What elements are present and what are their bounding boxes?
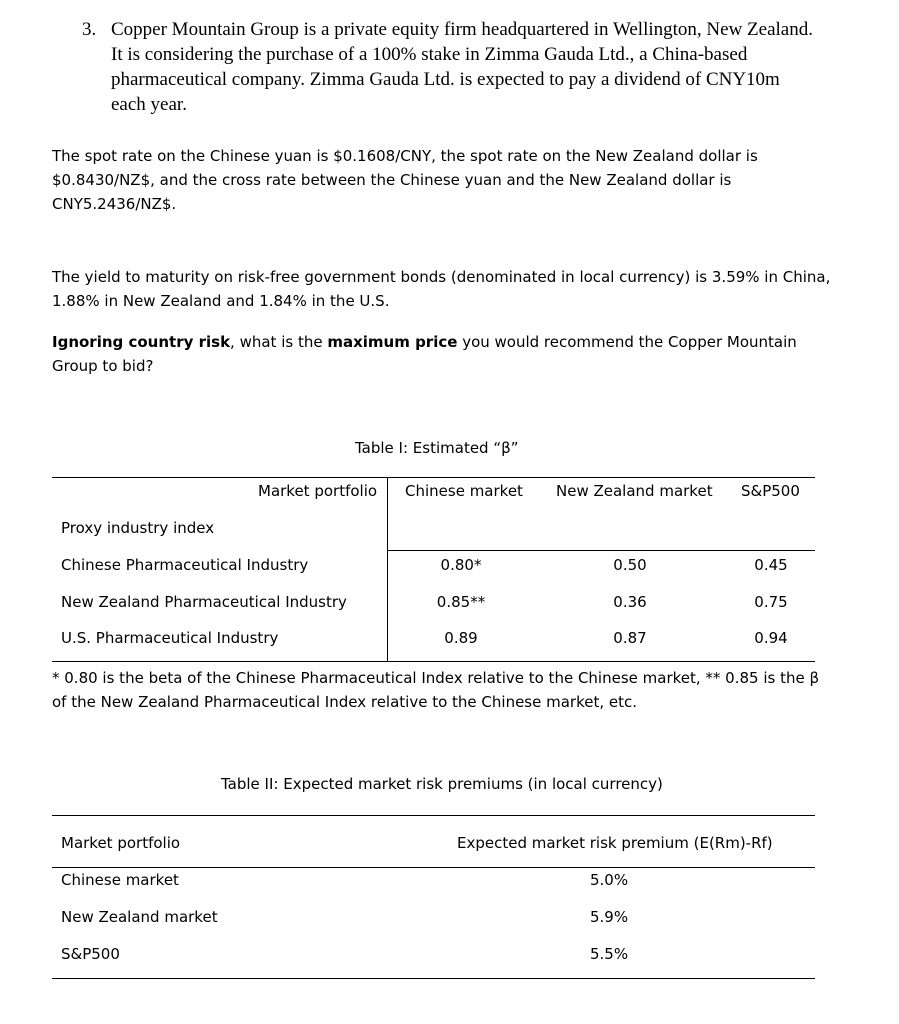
table2-row-label: Chinese market — [61, 871, 179, 889]
table2-header-rule — [52, 867, 815, 868]
table2-cell: 5.9% — [590, 908, 629, 926]
table2-row-label: New Zealand market — [61, 908, 218, 926]
question-number: 3. — [82, 19, 97, 40]
table1-row-label: New Zealand Pharmaceutical Industry — [61, 593, 347, 611]
table1-cell: 0.87 — [613, 629, 647, 647]
table2-header-market-portfolio: Market portfolio — [61, 834, 181, 852]
table1-cell: 0.89 — [444, 629, 478, 647]
ask-text-2: you would recommend the Copper Mountain Group to bid? — [52, 333, 797, 375]
table1-cell: 0.94 — [754, 629, 788, 647]
table1-col-chinese-market: Chinese market — [405, 482, 523, 500]
table1-row-header: Proxy industry index — [61, 519, 215, 537]
table2-row-label: S&P500 — [61, 945, 120, 963]
table1-col-sp500: S&P500 — [741, 482, 800, 500]
table2-header-risk-premium: Expected market risk premium (E(Rm)-Rf) — [457, 834, 773, 852]
table2-cell: 5.0% — [590, 871, 629, 889]
table1-cell: 0.80* — [440, 556, 482, 574]
question-text: Copper Mountain Group is a private equity firm headquartered in Wellington, New Zealand. It is considering the purchase of a 100% stake in Zimma Gauda Ltd., a China-based pharmaceutical company. Zimma Gauda Ltd. is expected to pay a dividend of CNY10m each year. — [111, 19, 813, 115]
table2-bottom-rule — [52, 978, 815, 979]
table1-top-rule — [52, 477, 815, 478]
table1-cell: 0.36 — [613, 593, 647, 611]
yields-paragraph: The yield to maturity on risk-free government bonds (denominated in local currency) is 3.59% in China, 1.88% in New Zealand and 1.84% in the U.S. — [52, 268, 831, 310]
ask-text-1: , what is the — [230, 333, 328, 351]
table1-caption: Table I: Estimated “β” — [355, 439, 519, 457]
table1-bottom-rule — [52, 661, 815, 662]
ask-bold-maximum-price: maximum price — [327, 333, 458, 351]
table1-cell: 0.50 — [613, 556, 647, 574]
table2-caption: Table II: Expected market risk premiums (in local currency) — [221, 775, 663, 793]
table1-cell: 0.45 — [754, 556, 788, 574]
table1-header-market-portfolio: Market portfolio — [258, 482, 378, 500]
table1-row-label: Chinese Pharmaceutical Industry — [61, 556, 309, 574]
table1-cell: 0.75 — [754, 593, 788, 611]
spot-rates-paragraph: The spot rate on the Chinese yuan is $0.1608/CNY, the spot rate on the New Zealand dollar is $0.8430/NZ$, and the cross rate between the Chinese yuan and the New Zealand dollar is CNY5.2436/NZ$. — [52, 147, 758, 213]
table1-footnote: * 0.80 is the beta of the Chinese Pharmaceutical Index relative to the Chinese market, ** 0.85 is the β of the New Zealand Pharmaceutical Index relative to the Chinese market, etc. — [52, 669, 820, 711]
table2-top-rule — [52, 815, 815, 816]
table1-column-divider — [387, 477, 388, 661]
table1-cell: 0.85** — [436, 593, 486, 611]
table1-row-label: U.S. Pharmaceutical Industry — [61, 629, 279, 647]
table1-col-new-zealand-market: New Zealand market — [556, 482, 713, 500]
table1-header-rule — [387, 550, 815, 551]
ask-bold-country-risk: Ignoring country risk — [52, 333, 231, 351]
table2-cell: 5.5% — [590, 945, 629, 963]
question-ask-paragraph — [52, 330, 842, 378]
